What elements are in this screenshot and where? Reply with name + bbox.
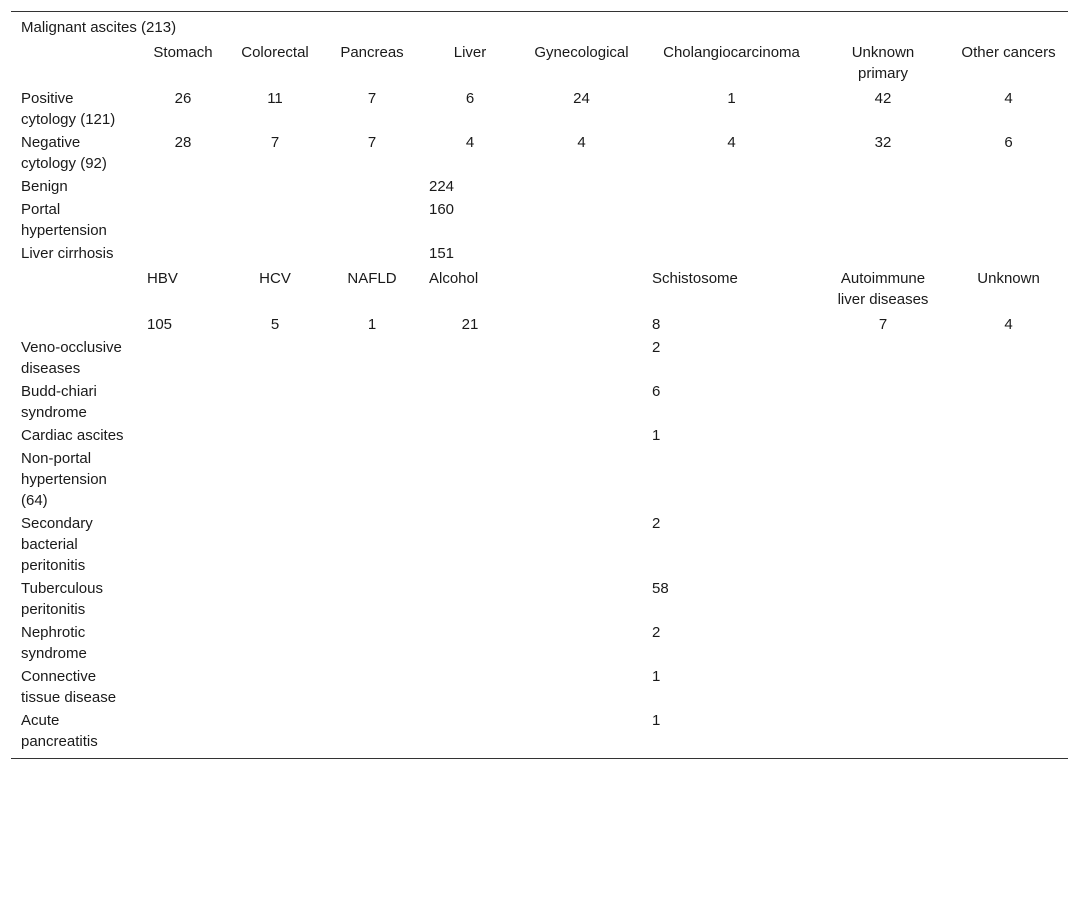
row-label: Positive cytology (121): [21, 90, 116, 128]
column-header: Other cancers: [961, 44, 1056, 61]
row-label: Non-portal hypertension (64): [21, 450, 107, 509]
column-header: Liver: [453, 44, 487, 61]
table-cell: 7: [367, 134, 377, 151]
column-header: Gynecological: [534, 44, 629, 61]
table-row: [11, 512, 1068, 577]
table-cell: 4: [727, 134, 736, 151]
table-cell: 105: [147, 316, 173, 333]
table-cell: 151: [429, 245, 455, 262]
row-label: Benign: [21, 178, 68, 195]
table-cell: 4: [1004, 90, 1013, 107]
table-row: [11, 709, 1068, 759]
row-label: Veno-occlusive diseases: [21, 339, 122, 377]
table-row: [11, 87, 1068, 131]
table-cell: 224: [429, 178, 455, 195]
table-cell: 21: [461, 316, 479, 333]
table-cell: 1: [727, 90, 736, 107]
table-cell: 7: [367, 90, 377, 107]
column-header: Unknown primary: [851, 44, 915, 82]
row-label: Budd-chiari syndrome: [21, 383, 97, 421]
ascites-etiology-table: [11, 11, 1068, 759]
table-cell: 58: [652, 580, 669, 597]
table-row: [11, 447, 1068, 512]
table-cell: 28: [174, 134, 192, 151]
row-label: Negative cytology (92): [21, 134, 107, 172]
table-title-row: [11, 12, 1068, 42]
table-cell: 4: [577, 134, 586, 151]
table-cell: 2: [652, 624, 661, 641]
table-row: [11, 175, 1068, 198]
column-header: HCV: [259, 270, 291, 287]
table-cell: 26: [174, 90, 192, 107]
row-label: Secondary bacterial peritonitis: [21, 515, 93, 574]
row-label: Cardiac ascites: [21, 427, 124, 444]
column-header: Stomach: [153, 44, 213, 61]
table-row: [11, 621, 1068, 665]
column-header: Schistosome: [652, 270, 738, 287]
row-label: Nephrotic syndrome: [21, 624, 87, 662]
table-cell: 1: [367, 316, 377, 333]
column-header: Pancreas: [340, 44, 404, 61]
table-row: [11, 198, 1068, 242]
row-label: Connective tissue disease: [21, 668, 117, 706]
table-row: [11, 131, 1068, 175]
column-header: Colorectal: [241, 44, 309, 61]
column-header: Alcohol: [429, 270, 479, 287]
table-cell: 6: [465, 90, 475, 107]
table-cell: 1: [652, 427, 661, 444]
table-row: [11, 424, 1068, 447]
cirrhosis-header-row: [11, 267, 1068, 313]
row-label: Tuberculous peritonitis: [21, 580, 103, 618]
table-row: [11, 242, 1068, 267]
table-cell: 42: [874, 90, 892, 107]
table-cell: 6: [652, 383, 661, 400]
malignant-header-row: [11, 41, 1068, 87]
table-row: [11, 665, 1068, 709]
table-cell: 160: [429, 201, 455, 218]
row-label: Portal hypertension: [21, 201, 107, 239]
table-cell: 11: [267, 90, 283, 107]
table-cell: 5: [270, 316, 280, 333]
table-cell: 8: [652, 316, 661, 333]
table-row: [11, 336, 1068, 380]
table-title: Malignant ascites (213): [21, 19, 177, 36]
table-cell: 2: [652, 515, 661, 532]
table-row: [11, 577, 1068, 621]
column-header: Unknown: [977, 270, 1040, 287]
column-header: Cholangiocarcinoma: [663, 44, 800, 61]
table-cell: 24: [573, 90, 590, 107]
table-cell: 1: [652, 668, 661, 685]
column-header: Autoimmune liver diseases: [837, 270, 929, 308]
table-cell: 6: [1004, 134, 1013, 151]
table-cell: 7: [878, 316, 888, 333]
table-cell: [642, 447, 817, 512]
row-label: Acute pancreatitis: [21, 712, 98, 750]
table-cell: 4: [1004, 316, 1013, 333]
table-cell: 7: [270, 134, 280, 151]
column-header: HBV: [147, 270, 178, 287]
table-row: [11, 313, 1068, 336]
table-cell: 4: [465, 134, 475, 151]
table-cell: 1: [652, 712, 661, 729]
table-row: [11, 380, 1068, 424]
table-cell: 2: [652, 339, 661, 356]
table-cell: 32: [874, 134, 892, 151]
row-label: Liver cirrhosis: [21, 245, 114, 262]
column-header: NAFLD: [347, 270, 397, 287]
